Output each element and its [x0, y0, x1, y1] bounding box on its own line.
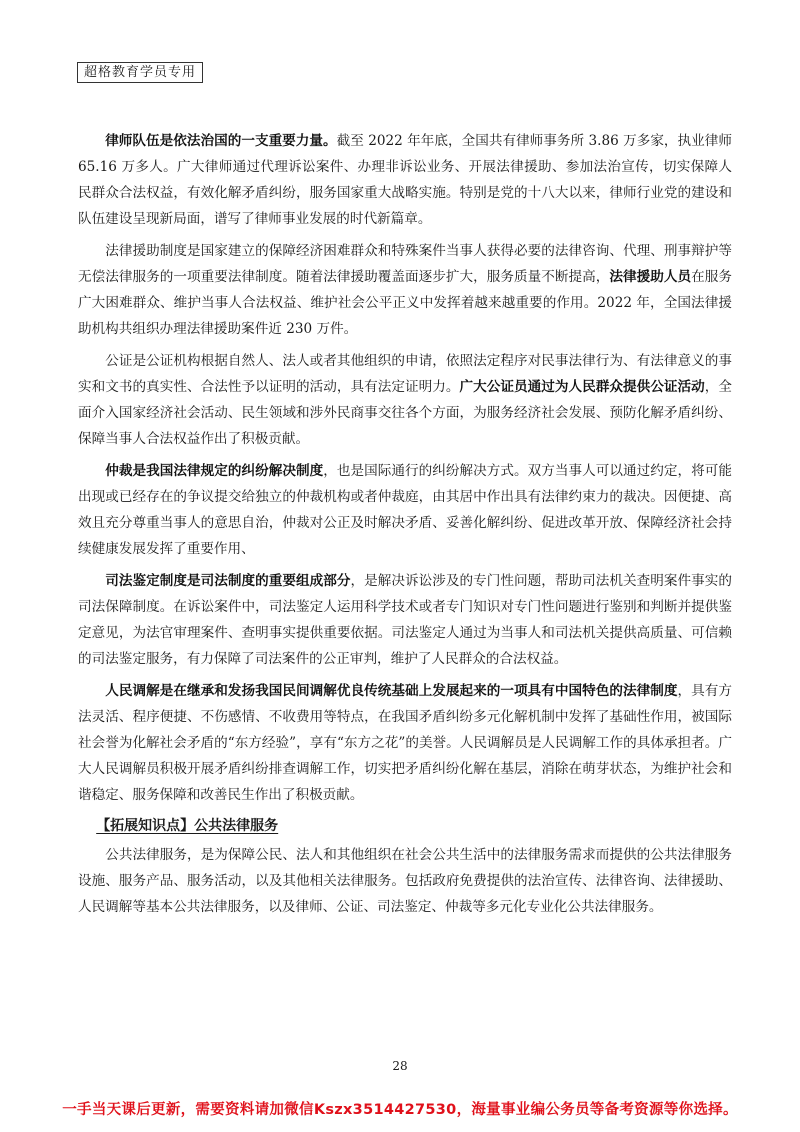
paragraph-lawyers: [78, 128, 732, 232]
paragraph-text: 截至 2022 年年底，全国共有律师事务所 3.86 万多家，执业律师 65.16 万多人。广大律师通过代理诉讼案件、办理非诉讼业务、开展法律援助、参加法治宣传，切实保障人民群众合法权益，有效化解矛盾纠纷，服务国家重大战略实施。特别是党的十八大以来，律师行业党的建设和队伍建设呈现新局面，谱写了律师事业发展的时代新篇章。: [78, 133, 732, 227]
footer-promo-text: 一手当天课后更新，需要资料请加微信Kszx3514427530，海量事业编公务员等备考资源等你选择。: [62, 1102, 738, 1118]
header-tag: 超格教育学员专用: [77, 62, 203, 83]
paragraph-lead: 司法鉴定制度是司法制度的重要组成部分: [105, 573, 351, 589]
paragraph-lead: 仲裁是我国法律规定的纠纷解决制度: [105, 463, 324, 479]
paragraph-text: ，也是国际通行的纠纷解决方式。双方当事人可以通过约定，将可能出现或已经存在的争议提交给独立的仲裁机构或者仲裁庭，由其居中作出具有法律约束力的裁决。因便捷、高效且充分尊重当事人的意思自治，仲裁对公正及时解决矛盾、妥善化解纠纷、促进改革开放、保障经济社会持续健康发展发挥了重要作用、: [78, 463, 733, 557]
paragraph-public-legal-service: 公共法律服务，是为保障公民、法人和其他组织在社会公共生活中的法律服务需求而提供的公共法律服务设施、服务产品、服务活动，以及其他相关法律服务。包括政府免费提供的法治宣传、法律咨询、法律援助、人民调解等基本公共法律服务，以及律师、公证、司法鉴定、仲裁等多元化专业化公共法律服务。: [78, 847, 732, 915]
section-heading: 【拓展知识点】公共法律服务: [96, 818, 279, 834]
paragraph-text: 在服务广大困难群众、维护当事人合法权益、维护社会公平正义中发挥着越来越重要的作用。2022 年，全国法律援助机构共组织办理法律援助案件近 230 万件。: [78, 269, 733, 337]
paragraph-legal-aid: [78, 238, 732, 342]
paragraph-mediation: [78, 678, 732, 808]
page-number: 28: [392, 1059, 408, 1073]
paragraph-text: ，全面介入国家经济社会活动、民生领域和涉外民商事交往各个方面，为服务经济社会发展、预防化解矛盾纠纷、保障当事人合法权益作出了积极贡献。: [78, 379, 733, 447]
paragraph-text: 公证是公证机构根据自然人、法人或者其他组织的申请，依照法定程序对民事法律行为、有法律意义的事实和文书的真实性、合法性予以证明的活动，具有法定证明力。: [78, 353, 732, 395]
paragraph-emphasis: 法律援助人员: [609, 269, 692, 285]
paragraph-text: ，是解决诉讼涉及的专门性问题，帮助司法机关查明案件事实的司法保障制度。在诉讼案件中，司法鉴定人运用科学技术或者专门知识对专门性问题进行鉴别和判断并提供鉴定意见，为法官审理案件、查明事实提供重要依据。司法鉴定人通过为当事人和司法机关提供高质量、可信赖的司法鉴定服务，有力保障了司法案件的公正审判，维护了人民群众的合法权益。: [78, 573, 733, 667]
paragraph-text: ，具有方法灵活、程序便捷、不伤感情、不收费用等特点，在我国矛盾纠纷多元化解机制中发挥了基础性作用，被国际社会誉为化解社会矛盾的“东方经验”，享有“东方之花”的美誉。人民调解员是人民调解工作的具体承担者。广大人民调解员积极开展矛盾纠纷排查调解工作，切实把矛盾纠纷化解在基层，消除在萌芽状态，为维护社会和谐稳定、服务保障和改善民生作出了积极贡献。: [78, 683, 733, 803]
paragraph-judicial-appraisal: [78, 568, 732, 672]
document-body: [78, 128, 732, 926]
paragraph-lead: 人民调解是在继承和发扬我国民间调解优良传统基础上发展起来的一项具有中国特色的法律制度: [105, 683, 678, 699]
paragraph-arbitration: [78, 458, 732, 562]
paragraph-emphasis: 广大公证员通过为人民群众提供公证活动: [459, 379, 705, 395]
paragraph-lead: 律师队伍是依法治国的一支重要力量。: [105, 133, 337, 149]
paragraph-text: 法律援助制度是国家建立的保障经济困难群众和特殊案件当事人获得必要的法律咨询、代理、刑事辩护等无偿法律服务的一项重要法律制度。随着法律援助覆盖面逐步扩大，服务质量不断提高，: [78, 243, 732, 285]
paragraph-notary: [78, 348, 732, 452]
